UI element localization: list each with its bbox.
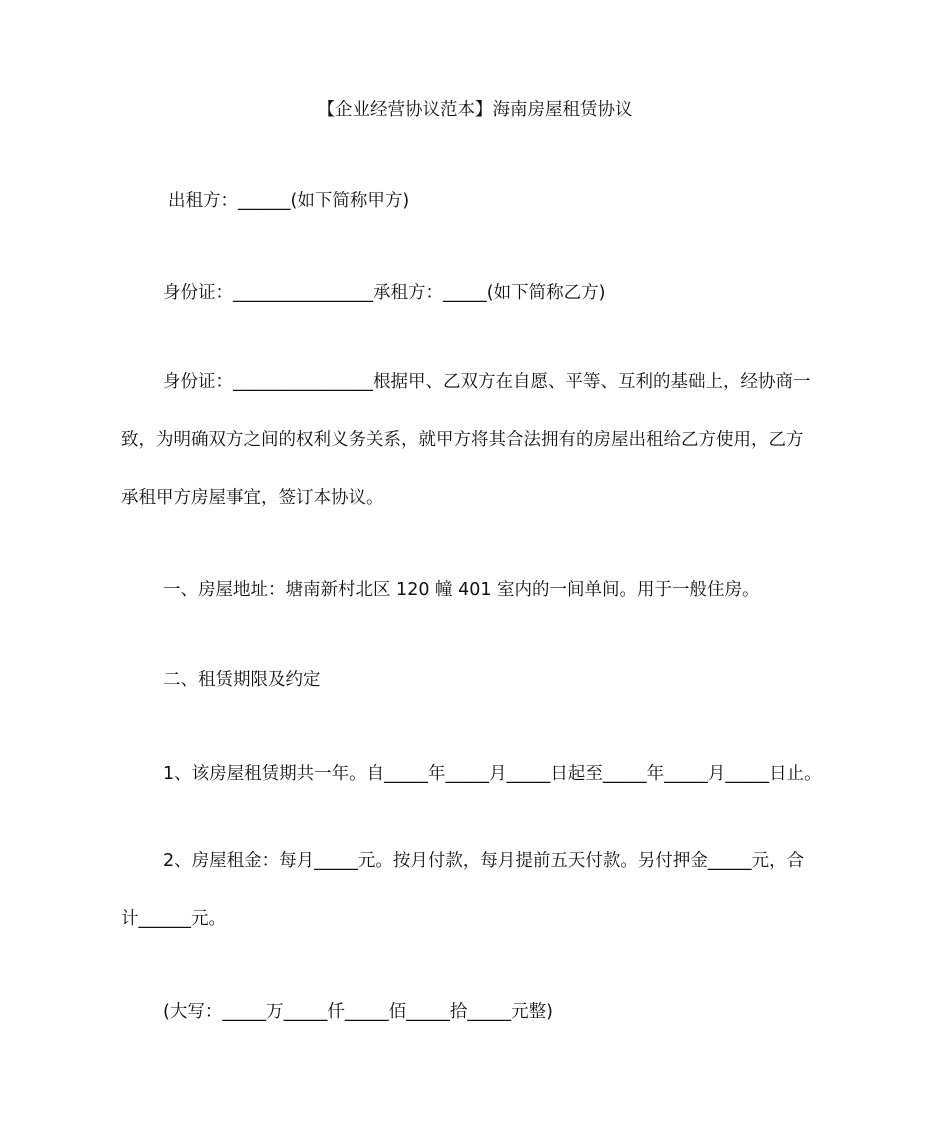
document-title: 【企业经营协议范本】海南房屋租赁协议 bbox=[317, 100, 633, 120]
lessee-id-paragraph-line-2: 致，为明确双方之间的权利义务关系，就甲方将其合法拥有的房屋出租给乙方使用，乙方 bbox=[121, 430, 804, 450]
clause-lease-term-heading: 二、租赁期限及约定 bbox=[163, 670, 321, 690]
item-lease-period: 1、该房屋租赁期共一年。自_____年_____月_____日起至_____年_____月_____日止。 bbox=[163, 764, 822, 784]
item-rent-line-2: 计______元。 bbox=[121, 909, 226, 929]
clause-house-address: 一、房屋地址：塘南新村北区 120 幢 401 室内的一间单间。用于一般住房。 bbox=[163, 580, 760, 600]
item-rent-line-1: 2、房屋租金：每月_____元。按月付款，每月提前五天付款。另付押金_____元，合 bbox=[163, 851, 805, 871]
item-rent-paragraph bbox=[121, 832, 831, 948]
amount-in-words: (大写：_____万_____仟_____佰_____拾_____元整) bbox=[163, 1002, 553, 1022]
lessee-id-paragraph bbox=[121, 353, 831, 527]
lessee-id-paragraph-line-3: 承租甲方房屋事宜，签订本协议。 bbox=[121, 488, 384, 508]
lessor-id-lessee-line: 身份证：________________承租方：_____(如下简称乙方) bbox=[163, 283, 606, 303]
lessor-line: 出租方：______(如下简称甲方) bbox=[168, 191, 410, 211]
lessee-id-paragraph-line-1: 身份证：________________根据甲、乙双方在自愿、平等、互利的基础上，经协商一 bbox=[163, 372, 811, 392]
